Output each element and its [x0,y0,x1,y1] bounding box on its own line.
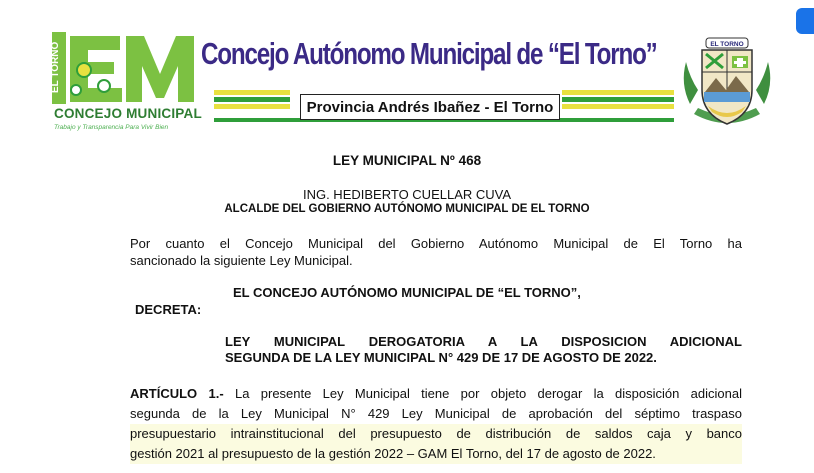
decreta-heading: DECRETA: [135,302,202,317]
council-heading: EL CONCEJO AUTÓNOMO MUNICIPAL DE “EL TORNO”, [233,285,581,300]
header-stripe [214,104,290,109]
coat-of-arms-icon [676,34,778,136]
official-title: ALCALDE DEL GOBIERNO AUTÓNOMO MUNICIPAL DE EL TORNO [224,203,590,215]
law-title-line: SEGUNDA DE LA LEY MUNICIPAL N° 429 DE 17 DE AGOSTO DE 2022. [225,350,657,365]
header-stripe [214,97,290,102]
article-line: gestión 2021 al presupuesto de la gestión 2022 – GAM El Torno, del 17 de agosto de 2022. [130,444,742,464]
law-title-line: LEY MUNICIPAL DEROGATORIA A LA DISPOSICION ADICIONAL [225,334,742,349]
logo-slogan: Trabajo y Transparencia Para Vivir Bien [54,124,169,131]
concejo-municipal-logo [52,30,202,138]
article-label: ARTÍCULO 1.- [130,386,224,401]
intro-line: Por cuanto el Concejo Municipal del Gobierno Autónomo Municipal de El Torno ha [130,236,742,251]
header-stripe [562,90,674,95]
intro-paragraph [130,235,742,269]
header-stripe [214,90,290,95]
article-line: segunda de la Ley Municipal N° 429 Ley Municipal de aprobación del séptimo traspaso [130,406,742,421]
province-text: Provincia Andrés Ibañez - El Torno [306,98,554,116]
header-stripe [562,97,674,102]
article-line [130,384,742,404]
law-number: LEY MUNICIPAL Nº 468 [332,153,482,168]
logo-side-text: EL TORNO [50,41,61,93]
article-line: presupuestario intrainstitucional del presupuesto de distribución de saldos caja y banco [130,424,742,444]
law-title [225,334,742,366]
article-line-text: La presente Ley Municipal tiene por objeto derogar la disposición adicional [234,386,742,401]
app-corner-icon[interactable] [796,8,814,34]
article-1 [130,384,742,464]
official-name: ING. HEDIBERTO CUELLAR CUVA [302,187,512,202]
logo-brand-text: CONCEJO MUNICIPAL [54,106,202,121]
header-stripe [562,104,674,109]
crest-label: EL TORNO [710,41,744,48]
logo-graphic [52,30,202,106]
province-box [300,94,560,120]
header-title: Concejo Autónomo Municipal de “El Torno” [201,36,657,71]
intro-line: sancionado la siguiente Ley Municipal. [130,253,353,268]
